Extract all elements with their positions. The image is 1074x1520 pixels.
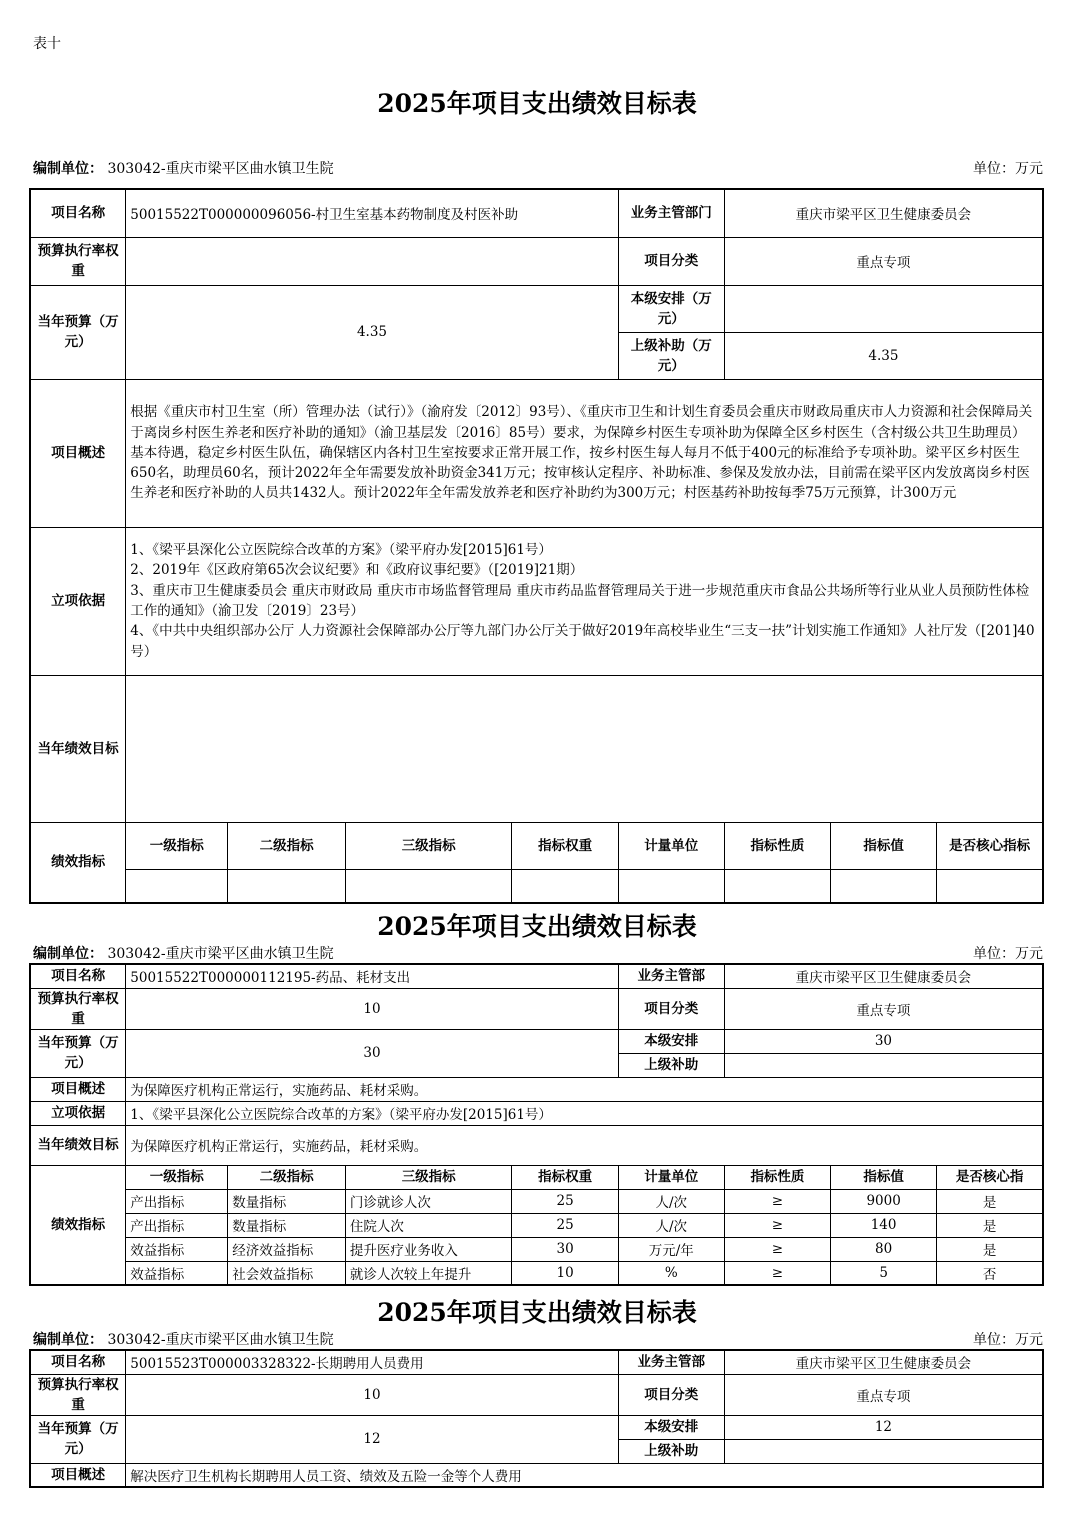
ind-unit: % <box>618 1261 724 1285</box>
category-value: 重点专项 <box>724 1374 1043 1415</box>
upper-value <box>724 1053 1043 1077</box>
label-project-name: 项目名称 <box>30 189 126 237</box>
ind-core: 是 <box>937 1237 1043 1261</box>
ind-level2: 经济效益指标 <box>228 1237 346 1261</box>
unit-value: 303042-重庆市梁平区曲水镇卫生院 <box>107 1332 334 1348</box>
ind-header: 计量单位 <box>618 822 724 869</box>
label-upper: 上级补助 <box>618 1053 724 1077</box>
ind-unit: 万元/年 <box>618 1237 724 1261</box>
basis-item: 3、重庆市卫生健康委员会 重庆市财政局 重庆市市场监督管理局 重庆市药品监督管理局关于进一步规范重庆市食品公共场所等行业从业人员预防性体检工作的通知》（渝卫发〔2019〕23号） <box>130 582 1030 619</box>
ind-header: 指标性质 <box>724 822 830 869</box>
ind-level2: 社会效益指标 <box>228 1261 346 1285</box>
unit-value: 303042-重庆市梁平区曲水镇卫生院 <box>107 161 334 177</box>
label-budget: 当年预算（万元） <box>30 285 126 379</box>
label-budget: 当年预算（万元） <box>30 1415 126 1463</box>
ind-nature: ≥ <box>724 1213 830 1237</box>
table2 <box>29 963 1044 1286</box>
dept-value: 重庆市梁平区卫生健康委员会 <box>724 1350 1043 1374</box>
label-category: 项目分类 <box>618 988 724 1029</box>
ind-cell <box>512 869 618 903</box>
project-name-value: 50015523T000003328322-长期聘用人员费用 <box>126 1350 618 1374</box>
ind-header: 一级指标 <box>126 822 228 869</box>
ind-value: 80 <box>831 1237 937 1261</box>
local-value: 12 <box>724 1415 1043 1439</box>
basis-list <box>126 527 1043 675</box>
label-budget: 当年预算（万元） <box>30 1029 126 1077</box>
table2-unit-line <box>33 943 1043 963</box>
ind-core: 是 <box>937 1189 1043 1213</box>
label-basis: 立项依据 <box>30 1101 126 1125</box>
local-value <box>724 285 1043 332</box>
ind-cell <box>228 869 346 903</box>
ind-unit: 人/次 <box>618 1213 724 1237</box>
unit-label: 编制单位： <box>33 161 103 177</box>
ind-header: 指标权重 <box>512 1165 618 1189</box>
label-exec-rate: 预算执行率权重 <box>30 1374 126 1415</box>
budget-value: 12 <box>126 1415 618 1463</box>
ind-level1: 产出指标 <box>126 1213 228 1237</box>
unit-label: 编制单位： <box>33 946 103 962</box>
label-project-name: 项目名称 <box>30 1350 126 1374</box>
ind-cell <box>126 869 228 903</box>
label-category: 项目分类 <box>618 1374 724 1415</box>
table3 <box>29 1349 1044 1488</box>
ind-nature: ≥ <box>724 1237 830 1261</box>
ind-value: 5 <box>831 1261 937 1285</box>
label-category: 项目分类 <box>618 237 724 285</box>
label-overview: 项目概述 <box>30 1077 126 1101</box>
label-local: 本级安排 <box>618 1029 724 1053</box>
basis-item: 2、2019年《区政府第65次会议纪要》和《政府议事纪要》（[2019]21期） <box>130 562 584 579</box>
table1-title: 2025年项目支出绩效目标表 <box>377 89 697 118</box>
basis-text: 1、《梁平县深化公立医院综合改革的方案》（梁平府办发[2015]61号） <box>126 1101 1043 1125</box>
label-dept: 业务主管部 <box>618 964 724 988</box>
dept-value: 重庆市梁平区卫生健康委员会 <box>724 964 1043 988</box>
ind-nature: ≥ <box>724 1189 830 1213</box>
table1 <box>29 188 1044 904</box>
project-name-value: 50015522T000000096056-村卫生室基本药物制度及村医补助 <box>126 189 618 237</box>
label-goal: 当年绩效目标 <box>30 1125 126 1165</box>
ind-header: 指标值 <box>831 822 937 869</box>
ind-level1: 效益指标 <box>126 1237 228 1261</box>
indicator-row <box>30 1261 1043 1285</box>
ind-header: 三级指标 <box>345 1165 512 1189</box>
currency-unit: 单位：万元 <box>973 1332 1043 1348</box>
exec-rate-value <box>126 237 618 285</box>
ind-level1: 产出指标 <box>126 1189 228 1213</box>
label-upper: 上级补助（万元） <box>618 332 724 379</box>
budget-value: 30 <box>126 1029 618 1077</box>
ind-header: 指标性质 <box>724 1165 830 1189</box>
ind-level3: 门诊就诊人次 <box>345 1189 512 1213</box>
label-local: 本级安排（万元） <box>618 285 724 332</box>
project-name-value: 50015522T000000112195-药品、耗材支出 <box>126 964 618 988</box>
overview-text: 根据《重庆市村卫生室（所）管理办法（试行）》（渝府发〔2012〕93号）、《重庆市卫生和计划生育委员会重庆市财政局重庆市人力资源和社会保障局关于离岗乡村医生养老和医疗补助的通知》（渝卫基层发〔2016〕85号）要求，为保障乡村医生专项补助为保障全区乡村医生（含村级公共卫生助理员）基本待遇，稳定乡村医生队伍，确保辖区内各村卫生室按要求正常开展工作，按乡村医生每人每月不低于400元的标准给予专项补助。梁平区乡村医生650名，助理员60名，预计2022年全年需要发放补助资金341万元；按审核认定程序、补助标准、参保及发放办法，目前需在梁平区内发放离岗乡村医生养老和医疗补助的人员共1432人。预计2022年全年需发放养老和医疗补助约为300万元；村医基药补助按每季75万元预算，计300万元 <box>126 379 1043 527</box>
indicator-row <box>30 1189 1043 1213</box>
indicator-row <box>30 1213 1043 1237</box>
ind-header: 计量单位 <box>618 1165 724 1189</box>
table1-unit-line <box>33 158 1043 178</box>
currency-unit: 单位：万元 <box>973 946 1043 962</box>
ind-weight: 10 <box>512 1261 618 1285</box>
ind-core: 是 <box>937 1213 1043 1237</box>
ind-header: 指标权重 <box>512 822 618 869</box>
label-overview: 项目概述 <box>30 1463 126 1487</box>
upper-value: 4.35 <box>724 332 1043 379</box>
overview-text: 为保障医疗机构正常运行，实施药品、耗材采购。 <box>126 1077 1043 1101</box>
ind-cell <box>724 869 830 903</box>
upper-value <box>724 1439 1043 1463</box>
ind-cell <box>937 869 1043 903</box>
ind-unit: 人/次 <box>618 1189 724 1213</box>
ind-value: 9000 <box>831 1189 937 1213</box>
exec-rate-value: 10 <box>126 1374 618 1415</box>
budget-value: 4.35 <box>126 285 618 379</box>
ind-cell <box>618 869 724 903</box>
label-indicators: 绩效指标 <box>30 1165 126 1285</box>
ind-header: 一级指标 <box>126 1165 228 1189</box>
ind-cell <box>831 869 937 903</box>
basis-item: 4、《中共中央组织部办公厅 人力资源社会保障部办公厅等九部门办公厅关于做好2019年高校毕业生“三支一扶”计划实施工作通知》人社厅发（[201]40号） <box>130 623 1035 660</box>
unit-label: 编制单位： <box>33 1332 103 1348</box>
ind-nature: ≥ <box>724 1261 830 1285</box>
label-upper: 上级补助 <box>618 1439 724 1463</box>
ind-weight: 25 <box>512 1189 618 1213</box>
ind-header: 是否核心指 <box>937 1165 1043 1189</box>
table3-title: 2025年项目支出绩效目标表 <box>377 1298 697 1327</box>
ind-value: 140 <box>831 1213 937 1237</box>
category-value: 重点专项 <box>724 988 1043 1029</box>
label-project-name: 项目名称 <box>30 964 126 988</box>
goal-value <box>126 675 1043 822</box>
ind-header: 三级指标 <box>345 822 512 869</box>
ind-level3: 住院人次 <box>345 1213 512 1237</box>
label-dept: 业务主管部 <box>618 1350 724 1374</box>
ind-header: 是否核心指标 <box>937 822 1043 869</box>
table2-title: 2025年项目支出绩效目标表 <box>377 912 697 941</box>
goal-value: 为保障医疗机构正常运行，实施药品，耗材采购。 <box>126 1125 1043 1165</box>
ind-weight: 30 <box>512 1237 618 1261</box>
overview-text: 解决医疗卫生机构长期聘用人员工资、绩效及五险一金等个人费用 <box>126 1463 1043 1487</box>
dept-value: 重庆市梁平区卫生健康委员会 <box>724 189 1043 237</box>
basis-item: 1、《梁平县深化公立医院综合改革的方案》（梁平府办发[2015]61号） <box>130 542 552 559</box>
label-local: 本级安排 <box>618 1415 724 1439</box>
ind-header: 指标值 <box>831 1165 937 1189</box>
table3-unit-line <box>33 1329 1043 1349</box>
ind-level2: 数量指标 <box>228 1189 346 1213</box>
ind-core: 否 <box>937 1261 1043 1285</box>
label-exec-rate: 预算执行率权重 <box>30 988 126 1029</box>
label-exec-rate: 预算执行率权重 <box>30 237 126 285</box>
ind-level3: 就诊人次较上年提升 <box>345 1261 512 1285</box>
page-tag: 表十 <box>33 36 61 52</box>
ind-cell <box>345 869 512 903</box>
currency-unit: 单位：万元 <box>973 161 1043 177</box>
ind-header: 二级指标 <box>228 1165 346 1189</box>
local-value: 30 <box>724 1029 1043 1053</box>
ind-level3: 提升医疗业务收入 <box>345 1237 512 1261</box>
label-basis: 立项依据 <box>30 527 126 675</box>
ind-weight: 25 <box>512 1213 618 1237</box>
ind-level1: 效益指标 <box>126 1261 228 1285</box>
label-dept: 业务主管部门 <box>618 189 724 237</box>
ind-header: 二级指标 <box>228 822 346 869</box>
exec-rate-value: 10 <box>126 988 618 1029</box>
label-overview: 项目概述 <box>30 379 126 527</box>
label-goal: 当年绩效目标 <box>30 675 126 822</box>
ind-level2: 数量指标 <box>228 1213 346 1237</box>
label-indicators: 绩效指标 <box>30 822 126 903</box>
unit-value: 303042-重庆市梁平区曲水镇卫生院 <box>107 946 334 962</box>
category-value: 重点专项 <box>724 237 1043 285</box>
indicator-row <box>30 1237 1043 1261</box>
